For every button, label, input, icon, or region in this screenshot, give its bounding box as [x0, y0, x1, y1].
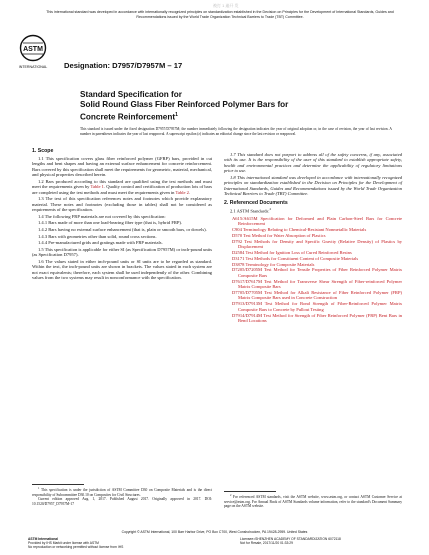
- para-1-4: 1.4 The following FRP materials are not covered by this specification:: [38, 213, 166, 219]
- para-1-4-3: 1.4.3 Bars with geometries other than solid, round cross sections.: [38, 233, 157, 239]
- reference-code-link[interactable]: D3878: [232, 261, 245, 267]
- scope-heading: 1. Scope: [32, 148, 54, 154]
- reference-list: [224, 216, 402, 324]
- reference-code-link[interactable]: D7914/D7914M: [232, 312, 263, 318]
- licensee-name: Licensee=SHENZHEN ACADEMY OF STANDARDIZATION 6072118: [240, 537, 341, 541]
- reference-item: [232, 262, 402, 267]
- para-1-8: 1.8 This international standard was developed in accordance with internationally recognized principles on standardization established in the Decision on Principles for the Development of International Standards, Guides and Recommendations issued by the World Trade Organization Technical Barriers to Trade (TBT) Committee.: [224, 175, 402, 197]
- reference-item: [232, 227, 402, 232]
- astm-standards-intro: 2.1 ASTM Standards:$^2$: [230, 207, 272, 214]
- reference-code-link[interactable]: D7913/D7913M: [232, 301, 263, 307]
- reference-code-link[interactable]: D7205/D7205M: [232, 267, 263, 273]
- para-1-2: 1.2 Bars produced according to this standard are qualified using the test methods and must meet the requirements given by Table 1. Quality control and certification of production lots of bars are completed using the test methods and must meet the requirements given in Table 2.: [32, 178, 212, 195]
- reference-item: [232, 301, 402, 312]
- para-1-4-1: 1.4.1 Bars made of more than one load-bearing fiber type (that is, hybrid FRP).: [38, 220, 183, 226]
- copyright-line: Copyright © ASTM International, 100 Barr Harbor Drive, PO Box C700, West Conshohocken, PA 19428-2959. United States: [121, 530, 308, 534]
- designation: Designation: D7957/D7957M – 17: [64, 61, 183, 70]
- svg-text:INTERNATIONAL: INTERNATIONAL: [18, 65, 48, 69]
- reference-item: [232, 216, 402, 227]
- footnote-1-edition: Current edition approved Aug. 1, 2017. Published August 2017. Originally approved in 2017. DOI: 10.1520/D7957_D7957M-17: [32, 497, 212, 506]
- reference-title-link[interactable]: Test Methods for Constituent Content of Composite Materials: [244, 255, 359, 261]
- footnote-2-ref[interactable]: 2: [269, 207, 272, 212]
- reference-title-link[interactable]: Terminology for Composite Materials: [244, 261, 315, 267]
- title-line-1: Standard Specification for: [80, 90, 182, 99]
- watermark-text: 被打 1 遍开 发: [213, 3, 239, 8]
- provider-org: ASTM International: [28, 537, 59, 541]
- para-1-5: 1.5 This specification is applicable for either SI (as Specification D7957M) or inch-pound units (as Specification D7957).: [32, 246, 212, 258]
- licensee-info: [240, 537, 410, 545]
- issued-note: This standard is issued under the fixed designation D7957/D7957M; the number immediately following the designation indicates the year of original adoption or, in the case of revision, the year of last revision. A number in parentheses indicates the year of last reapproval. A superscript epsilon (ε) indicates an editorial change since the last revision or reapproval.: [80, 127, 392, 136]
- reference-code-link[interactable]: D7705/D7705M: [232, 290, 263, 296]
- document-title: [80, 90, 380, 123]
- referenced-documents-heading: 2. Referenced Documents: [224, 199, 288, 206]
- footnote-rule-right: [224, 491, 276, 492]
- table-2-link[interactable]: Table 2: [175, 189, 189, 195]
- reference-title-link[interactable]: Test Method for Water Absorption of Plastics: [242, 232, 326, 238]
- para-1-4-2: 1.4.2 Bars having no external surface enhancement (that is, plain or smooth bars, or dowels).: [38, 227, 207, 233]
- right-column: [224, 152, 402, 324]
- reference-title-link[interactable]: Test Method for Transverse Shear Strength of Fiber-reinforced Polymer Matrix Composite Bars: [238, 278, 402, 290]
- scope-section: [32, 149, 212, 282]
- para-1-3: 1.3 The text of this specification references notes and footnotes which provide explanatory material. These notes and footnotes (excluding those in tables) shall not be considered as requirements of the specification.: [32, 196, 212, 213]
- provider-info: [28, 537, 178, 549]
- reference-item: [232, 233, 402, 238]
- table-1-link[interactable]: Table 1: [90, 184, 104, 190]
- reference-code-link[interactable]: A615/A615M: [232, 215, 258, 221]
- reference-title-link[interactable]: Test Method for Ignition Loss of Cured Reinforced Resins: [244, 249, 352, 255]
- provider-license: Provided by IHS Markit under license with ASTM: [28, 541, 99, 546]
- reference-title-link[interactable]: Terminology Relating to Chemical-Resistant Nonmetallic Materials: [241, 226, 367, 232]
- provider-restriction: No reproduction or networking permitted without license from IHS: [28, 545, 124, 550]
- reference-item: [232, 279, 402, 290]
- footnote-rule-left: [32, 484, 84, 485]
- astm-international-logo: [18, 34, 48, 72]
- reference-item: [232, 239, 402, 250]
- reference-code-link[interactable]: D2584: [232, 249, 245, 255]
- para-1-4-4: 1.4.4 Pre-manufactured grids and gratings made with FRP materials.: [38, 240, 163, 246]
- reference-item: [232, 250, 402, 255]
- para-1-6: 1.6 The values stated in either inch-pound units or SI units are to be regarded as standard. Within the text, the inch-pound units are shown in brackets. The values stated in each system are not exact equivalents; therefore, each system shall be used independently of the other. Combining values from the two systems may result in nonconformance with the specification.: [32, 259, 212, 281]
- reference-title-link[interactable]: Test Method for Tensile Properties of Fiber Reinforced Polymer Matrix Composite Bars: [238, 267, 402, 278]
- reference-code-link[interactable]: D3171: [232, 255, 245, 261]
- reference-title-link[interactable]: Test Method for Alkali Resistance of Fiber Reinforced Polymer (FRP) Matrix Composite Bars used in Concrete Construction: [238, 290, 402, 301]
- reference-item: [232, 267, 402, 278]
- reference-item: [232, 313, 402, 324]
- reference-code-link[interactable]: D570: [232, 232, 243, 238]
- reference-title-link[interactable]: Specification for Deformed and Plain Carbon-Steel Bars for Concrete Reinforcement: [238, 215, 402, 227]
- reference-item: [232, 290, 402, 301]
- wto-notice: This international standard was developed in accordance with internationally recognized principles on standardization established in the Decision on Principles for the Development of International Standards, Guides and Recommendations issued by the World Trade Organization Technical Barriers to Trade (TBT) Committee.: [46, 10, 394, 19]
- para-1-1: 1.1 This specification covers glass fiber reinforced polymer (GFRP) bars, provided in cut lengths and bent shapes and having an external surface enhancement for concrete reinforcement. Bars covered by this specification shall meet the requirements for geometric, material, mechanical, and physical properties described herein.: [32, 155, 212, 177]
- title-line-2: Solid Round Glass Fiber Reinforced Polymer Bars for: [80, 100, 289, 109]
- footnote-1: $^1$ This specification is under the jurisdiction of ASTM Committee D30 on Composite Materials and is the direct responsibility of Subcommittee D30.10 on Composites for Civil Structures. Current edition approved Aug. 1, 2017. Published August 2017. Originally approved in 2017. DOI: 10.1520/D7957_D7957M-17: [32, 487, 212, 506]
- reference-title-link[interactable]: Test Methods for Density and Specific Gravity (Relative Density) of Plastics by Displacement: [238, 238, 402, 250]
- title-line-3: Concrete Reinforcement$^1$: [80, 112, 178, 122]
- reference-code-link[interactable]: D7617/D7617M: [232, 278, 263, 284]
- licensee-resale: Not for Resale, 2017/11/20 01:33:29: [240, 541, 293, 546]
- title-footnote-ref[interactable]: 1: [175, 112, 178, 118]
- para-1-7: 1.7 This standard does not purport to address all of the safety concerns, if any, associated with its use. It is the responsibility of the user of this standard to establish appropriate safety, health and environmental practices and determine the applicability of regulatory limitations prior to use.: [224, 152, 402, 174]
- reference-code-link[interactable]: C904: [232, 226, 242, 232]
- footnote-2: $^2$ For referenced ASTM standards, visit the ASTM website, www.astm.org, or contact ASTM Customer Service at service@astm.org. For Annual Book of ASTM Standards volume information, refer to the standard's Document Summary page on the ASTM website.: [224, 494, 402, 509]
- reference-title-link[interactable]: Test Method for Strength of Fiber Reinforced Polymer (FRP) Bent Bars in Bend Locations: [238, 312, 402, 324]
- reference-code-link[interactable]: D792: [232, 238, 243, 244]
- svg-text:ASTM: ASTM: [23, 46, 43, 53]
- reference-title-link[interactable]: Test Method for Bond Strength of Fiber-Reinforced Polymer Matrix Composite Bars to Concrete by Pullout Testing: [238, 301, 402, 312]
- reference-item: [232, 256, 402, 261]
